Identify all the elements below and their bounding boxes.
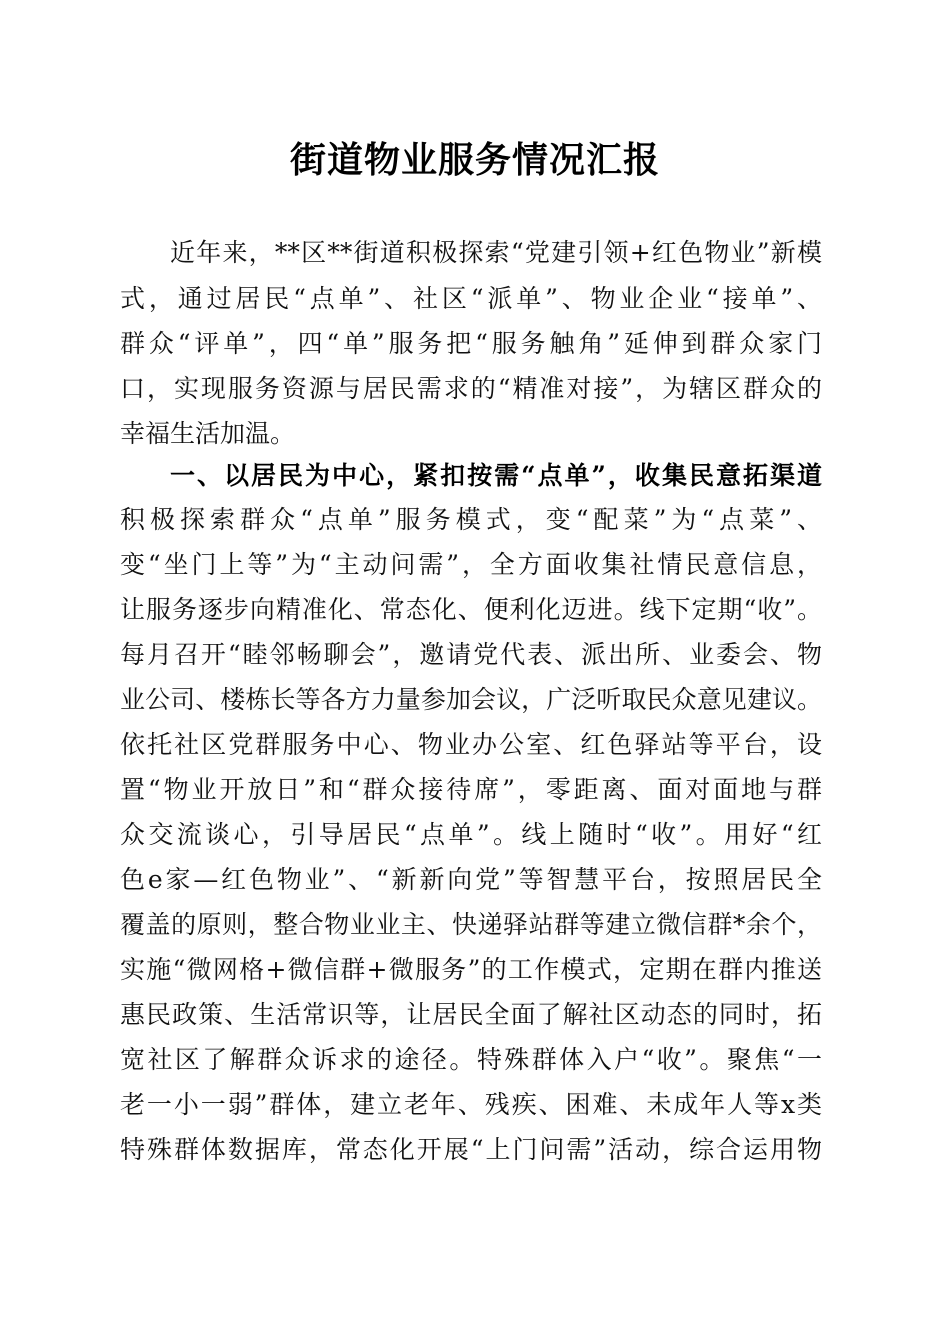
intro-line: 幸福生活加温。 <box>120 419 296 448</box>
body-line: 众交流谈心，引导居民“点单”。线上随时“收”。用好“红 <box>120 820 822 849</box>
document-title: 街道物业服务情况汇报 <box>289 139 660 181</box>
body-line: 依托社区党群服务中心、物业办公室、红色驿站等平台，设 <box>120 730 822 759</box>
intro-line: 群众“评单”，四“单”服务把“服务触角”延伸到群众家门 <box>120 329 822 358</box>
body-line: 每月召开“睦邻畅聊会”，邀请党代表、派出所、业委会、物 <box>120 640 822 669</box>
body-line: 变“坐门上等”为“主动问需”，全方面收集社情民意信息， <box>120 550 822 579</box>
intro-line: 近年来，**区**街道积极探索“党建引领+红色物业”新模 <box>170 238 822 267</box>
body-line: 让服务逐步向精准化、常态化、便利化迈进。线下定期“收”。 <box>120 595 822 624</box>
body-line: 实施“微网格+微信群+微服务”的工作模式，定期在群内推送 <box>120 955 822 984</box>
body-line: 置“物业开放日”和“群众接待席”，零距离、面对面地与群 <box>120 775 822 804</box>
body-line: 覆盖的原则，整合物业业主、快递驿站群等建立微信群*余个， <box>120 910 822 939</box>
intro-line: 式，通过居民“点单”、社区“派单”、物业企业“接单”、 <box>120 284 822 313</box>
section-heading: 一、以居民为中心，紧扣按需“点单”，收集民意拓渠道 <box>170 461 822 490</box>
body-line: 老一小一弱”群体，建立老年、残疾、困难、未成年人等x类 <box>120 1090 822 1119</box>
body-line: 宽社区了解群众诉求的途径。特殊群体入户“收”。聚焦“一 <box>120 1045 822 1074</box>
body-line: 色e家—红色物业”、“新新向党”等智慧平台，按照居民全 <box>120 865 822 894</box>
body-line: 积极探索群众“点单”服务模式，变“配菜”为“点菜”、 <box>120 505 822 534</box>
intro-line: 口，实现服务资源与居民需求的“精准对接”，为辖区群众的 <box>120 374 822 403</box>
body-line: 业公司、楼栋长等各方力量参加会议，广泛听取民众意见建议。 <box>120 685 822 714</box>
body-line: 惠民政策、生活常识等，让居民全面了解社区动态的同时，拓 <box>120 1000 822 1029</box>
body-line: 特殊群体数据库，常态化开展“上门问需”活动，综合运用物 <box>120 1135 822 1164</box>
